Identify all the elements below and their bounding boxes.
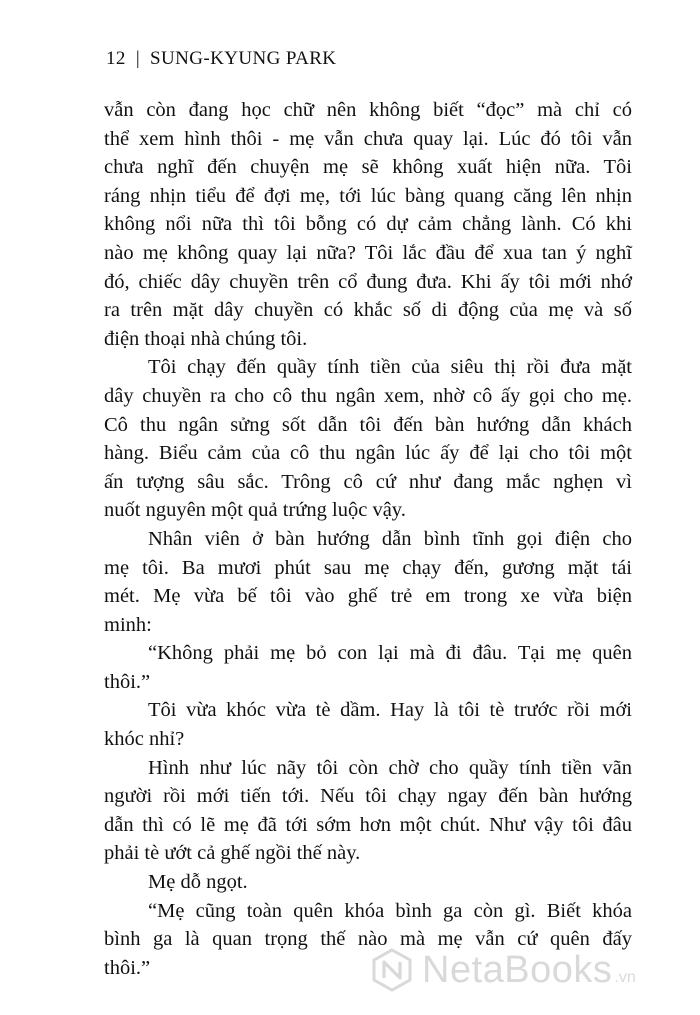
text-line: nuốt nguyên một quả trứng luộc vậy.	[104, 499, 406, 522]
text-line: mẹ tôi. Ba mươi phút sau mẹ chạy đến, gương mặt tái	[104, 556, 632, 579]
text-line: phải tè ướt cả ghế ngồi thế này.	[104, 842, 361, 865]
text-line: hàng. Biểu cảm của cô thu ngân lúc ấy để lại cho tôi một	[104, 442, 632, 465]
text-line: đó, chiếc dây chuyền trên cổ đung đưa. Khi ấy tôi mới nhớ	[104, 270, 632, 293]
text-line: Tôi vừa khóc vừa tè dầm. Hay là tôi tè trước rồi mới	[148, 699, 632, 722]
running-header	[106, 48, 336, 70]
text-line: vẫn còn đang học chữ nên không biết “đọc” mà chỉ có	[104, 99, 632, 121]
text-line: thôi.”	[104, 670, 151, 693]
text-line: người rồi mới tiến tới. Nếu tôi chạy ngay đến bàn hướng	[104, 785, 632, 808]
text-line: Nhân viên ở bàn hướng dẫn bình tĩnh gọi điện cho	[148, 527, 632, 550]
page-number: 12	[106, 48, 126, 69]
text-line: điện thoại nhà chúng tôi.	[104, 327, 308, 350]
page-body-text	[104, 96, 632, 982]
text-line: không nổi nữa thì tôi bỗng có dự cảm chẳng lành. Có khi	[104, 213, 632, 236]
text-line: Mẹ dỗ ngọt.	[148, 871, 248, 894]
watermark-brand: NetaBooks	[422, 948, 613, 991]
text-line: thôi.”	[104, 956, 151, 979]
text-line: dây chuyền ra cho cô thu ngân xem, nhờ cô ấy gọi cho mẹ.	[104, 384, 632, 407]
text-line: thể xem hình thôi - mẹ vẫn chưa quay lại. Lúc đó tôi vẫn	[104, 127, 632, 150]
netabooks-watermark	[370, 945, 690, 995]
text-line: mét. Mẹ vừa bế tôi vào ghế trẻ em trong xe vừa biện	[104, 585, 632, 608]
watermark-suffix: .vn	[614, 969, 636, 986]
text-line: minh:	[104, 613, 152, 636]
text-line: chưa nghĩ đến chuyện mẹ sẽ không xuất hiện nữa. Tôi	[104, 156, 632, 179]
text-line: Tôi chạy đến quầy tính tiền của siêu thị rồi đưa mặt	[148, 356, 632, 379]
text-line: Hình như lúc nãy tôi còn chờ cho quầy tính tiền vãn	[148, 756, 632, 779]
text-line: ra trên mặt dây chuyền có khắc số di động của mẹ và số	[104, 299, 632, 322]
text-line: bình ga là quan trọng thế nào mà mẹ vẫn cứ quên đấy	[104, 928, 632, 951]
text-line: khóc nhỉ?	[104, 728, 185, 751]
text-line: dẫn thì có lẽ mẹ đã tới sớm hơn một chút. Như vậy tôi đâu	[104, 813, 632, 836]
text-line: ráng nhịn tiểu để đợi mẹ, tới lúc bàng quang căng lên nhịn	[104, 184, 632, 207]
header-separator: |	[135, 48, 141, 69]
text-line: “Mẹ cũng toàn quên khóa bình ga còn gì. Biết khóa	[148, 899, 632, 922]
text-line: Cô thu ngân sửng sốt dẫn tôi đến bàn hướng dẫn khách	[104, 413, 632, 436]
text-line: ấn tượng sâu sắc. Trông cô cứ như đang mắc nghẹn vì	[104, 470, 632, 493]
author-name: SUNG-KYUNG PARK	[150, 48, 337, 69]
text-line: “Không phải mẹ bỏ con lại mà đi đâu. Tại mẹ quên	[148, 642, 632, 665]
text-line: nào mẹ không quay lại nữa? Tôi lắc đầu để xua tan ý nghĩ	[104, 241, 632, 264]
netabooks-logo-icon	[370, 948, 414, 992]
